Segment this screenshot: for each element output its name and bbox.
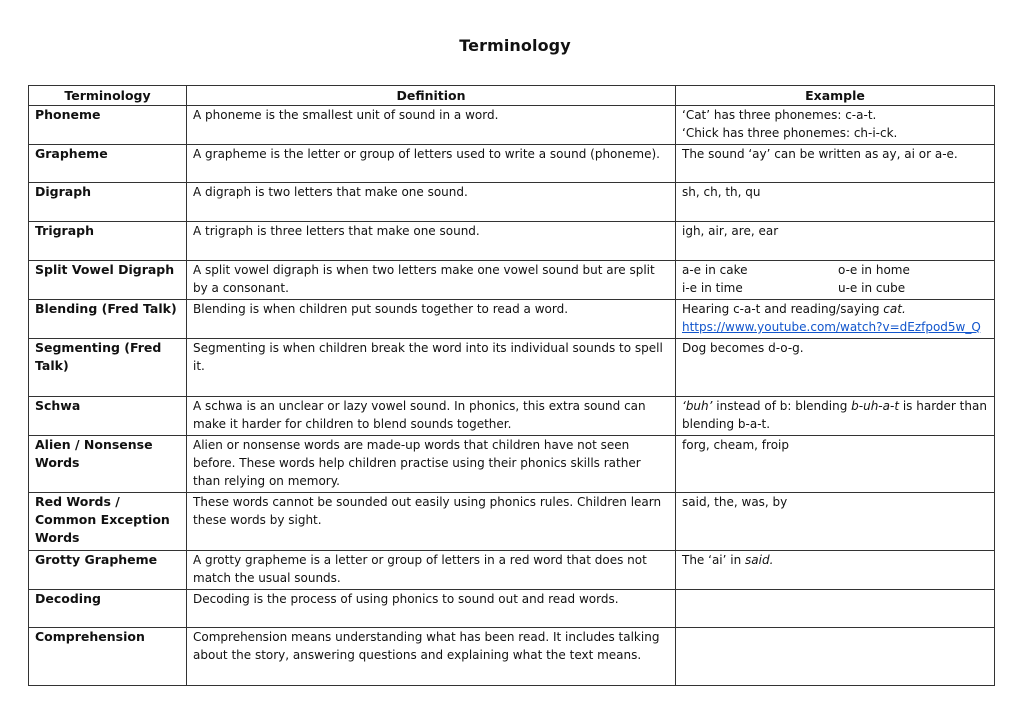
table-row [29,145,995,183]
example-cell [676,628,995,686]
term-cell: Trigraph [29,222,187,261]
definition-cell: These words cannot be sounded out easily using phonics rules. Children learn these words by sight. [187,493,676,551]
example-pair-row [682,279,988,297]
table-row [29,397,995,436]
example-cell: The sound ‘ay’ can be written as ay, ai or a-e. [676,145,995,183]
term-cell: Red Words / Common Exception Words [29,493,187,551]
table-row [29,551,995,590]
header-example: Example [676,86,995,106]
term-cell: Grapheme [29,145,187,183]
term-cell: Comprehension [29,628,187,686]
example-line: ‘Chick has three phonemes: ch-i-ck. [682,126,898,140]
example-cell: said, the, was, by [676,493,995,551]
term-cell: Digraph [29,183,187,222]
table-row [29,261,995,300]
example-italic: b-uh-a-t [851,399,900,413]
table-row [29,493,995,551]
table-header-row [29,86,995,106]
term-cell: Grotty Grapheme [29,551,187,590]
table-row [29,339,995,397]
header-terminology: Terminology [29,86,187,106]
example-text: Hearing c-a-t and reading/saying [682,302,884,316]
example-pair-left: a-e in cake [682,263,748,277]
example-cell: igh, air, are, ear [676,222,995,261]
table-row [29,106,995,145]
table-row [29,300,995,339]
table-row [29,183,995,222]
example-cell [676,590,995,628]
terminology-table [28,85,995,686]
table-row [29,628,995,686]
header-definition: Definition [187,86,676,106]
example-pair-left: i-e in time [682,281,743,295]
example-cell [676,551,995,590]
term-cell: Split Vowel Digraph [29,261,187,300]
definition-cell: A split vowel digraph is when two letters make one vowel sound but are split by a consonant. [187,261,676,300]
example-pair-right: o-e in home [838,263,910,277]
example-line [682,300,988,318]
example-cell [676,300,995,339]
term-cell: Decoding [29,590,187,628]
example-pair-right: u-e in cube [838,281,906,295]
term-cell: Schwa [29,397,187,436]
term-cell: Phoneme [29,106,187,145]
definition-cell: Segmenting is when children break the word into its individual sounds to spell it. [187,339,676,397]
example-cell: forg, cheam, froip [676,436,995,493]
definition-cell: A trigraph is three letters that make one sound. [187,222,676,261]
definition-cell: A phoneme is the smallest unit of sound in a word. [187,106,676,145]
definition-cell: A grapheme is the letter or group of letters used to write a sound (phoneme). [187,145,676,183]
youtube-link[interactable]: https://www.youtube.com/watch?v=dEzfpod5w_Q [682,320,981,334]
definition-cell: Decoding is the process of using phonics to sound out and read words. [187,590,676,628]
example-text: is harder than blending b-a-t. [682,399,987,431]
example-cell [676,261,995,300]
definition-cell: Alien or nonsense words are made-up words that children have not seen before. These words help children practise using their phonics skills rather than relying on memory. [187,436,676,493]
definition-cell: Blending is when children put sounds together to read a word. [187,300,676,339]
example-italic: said. [745,553,774,567]
example-cell [676,397,995,436]
term-cell: Blending (Fred Talk) [29,300,187,339]
example-cell: sh, ch, th, qu [676,183,995,222]
table-row [29,222,995,261]
definition-cell: Comprehension means understanding what has been read. It includes talking about the story, answering questions and explaining what the text means. [187,628,676,686]
example-text: The ‘ai’ in [682,553,746,567]
example-italic: cat. [883,302,906,316]
definition-cell: A schwa is an unclear or lazy vowel sound. In phonics, this extra sound can make it harder for children to blend sounds together. [187,397,676,436]
example-cell [676,106,995,145]
page-title: Terminology [459,36,571,55]
example-pair-row [682,261,988,279]
example-text: instead of b: blending [712,399,852,413]
example-line: ‘Cat’ has three phonemes: c-a-t. [682,108,877,122]
term-cell: Alien / Nonsense Words [29,436,187,493]
table-row [29,590,995,628]
definition-cell: A digraph is two letters that make one sound. [187,183,676,222]
table-row [29,436,995,493]
definition-cell: A grotty grapheme is a letter or group of letters in a red word that does not match the usual sounds. [187,551,676,590]
term-cell: Segmenting (Fred Talk) [29,339,187,397]
example-italic: ‘buh’ [682,399,713,413]
example-cell: Dog becomes d-o-g. [676,339,995,397]
